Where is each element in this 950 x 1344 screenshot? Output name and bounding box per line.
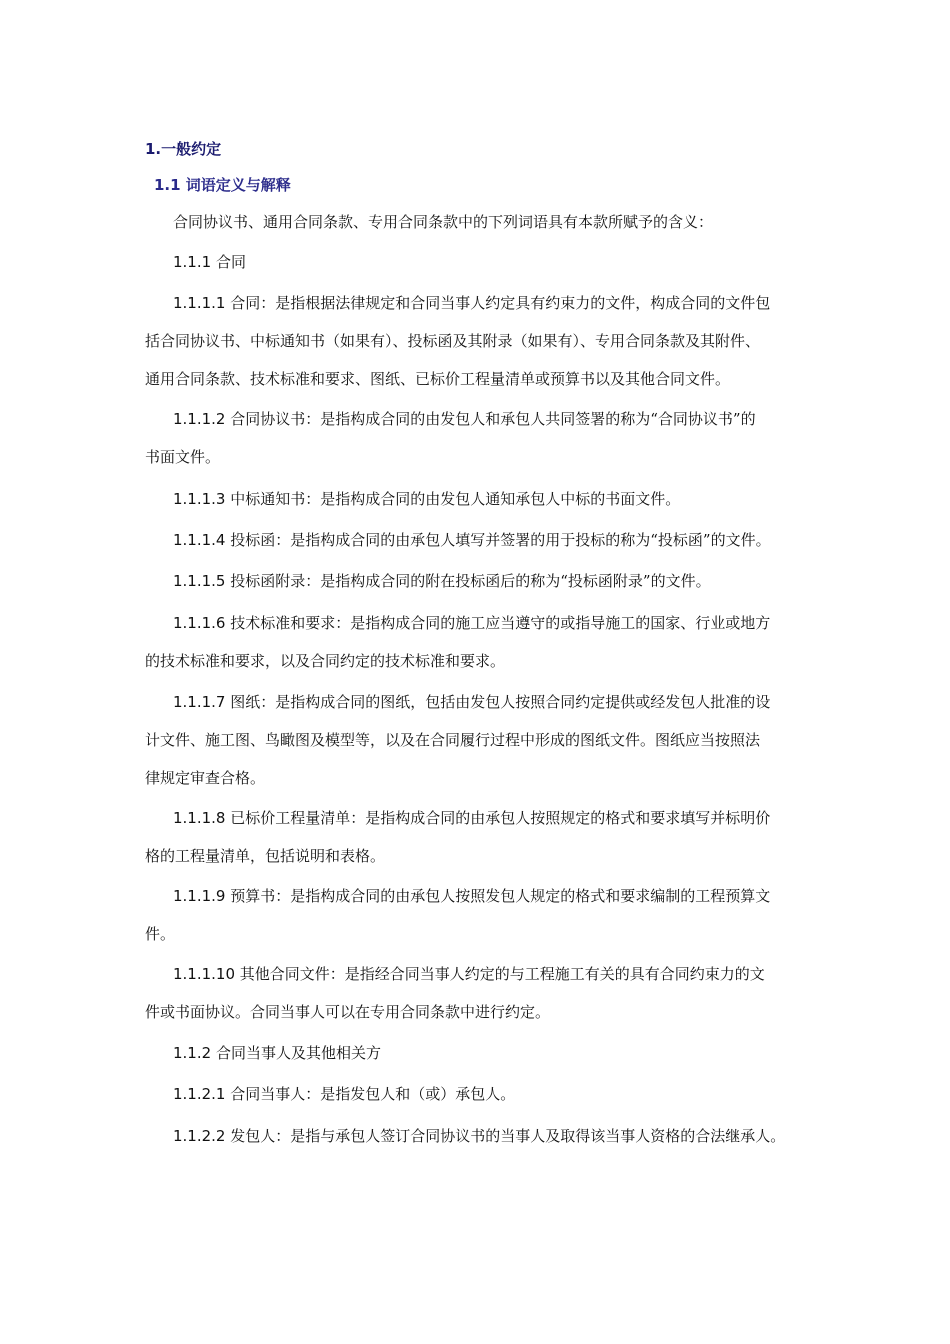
clause-number: 1.1.1.8 bbox=[173, 809, 226, 827]
clause-1-1-1-1 bbox=[145, 284, 820, 398]
intro-line: 合同协议书、通用合同条款、专用合同条款中的下列词语具有本款所赋予的含义： bbox=[173, 213, 714, 231]
clause-1-1-1-10 bbox=[145, 955, 820, 1031]
clause-1-1-1-2 bbox=[145, 400, 820, 476]
clause-number: 1.1.1.5 bbox=[173, 572, 226, 590]
clause-text: 投标函附录：是指构成合同的附在投标函后的称为“投标函附录”的文件。 bbox=[225, 572, 711, 590]
clause-text: 合同协议书：是指构成合同的由发包人和承包人共同签署的称为“合同协议书”的 bbox=[225, 410, 756, 428]
clause-text: 件。 bbox=[145, 925, 176, 943]
clause-text: 通用合同条款、技术标准和要求、图纸、已标价工程量清单或预算书以及其他合同文件。 bbox=[145, 370, 731, 388]
clause-1-1-1-6 bbox=[145, 604, 820, 680]
clause-text: 书面文件。 bbox=[145, 448, 221, 466]
clause-text: 合同当事人及其他相关方 bbox=[211, 1044, 381, 1062]
clause-1-1-2-1 bbox=[145, 1075, 820, 1113]
clause-text: 合同 bbox=[211, 253, 246, 271]
clause-text: 合同当事人：是指发包人和（或）承包人。 bbox=[225, 1085, 516, 1103]
clause-text: 件或书面协议。合同当事人可以在专用合同条款中进行约定。 bbox=[145, 1003, 551, 1021]
clause-text: 技术标准和要求：是指构成合同的施工应当遵守的或指导施工的国家、行业或地方 bbox=[225, 614, 771, 632]
clause-number: 1.1.1.6 bbox=[173, 614, 226, 632]
clause-text: 计文件、施工图、鸟瞰图及模型等，以及在合同履行过程中形成的图纸文件。图纸应当按照法 bbox=[145, 731, 761, 749]
clause-number: 1.1.1 bbox=[173, 253, 212, 271]
clause-1-1-1-9 bbox=[145, 877, 820, 953]
clause-text: 格的工程量清单，包括说明和表格。 bbox=[145, 847, 386, 865]
clause-text: 投标函：是指构成合同的由承包人填写并签署的用于投标的称为“投标函”的文件。 bbox=[225, 531, 771, 549]
clause-text: 的技术标准和要求，以及合同约定的技术标准和要求。 bbox=[145, 652, 506, 670]
clause-1-1-2 bbox=[145, 1034, 820, 1072]
heading-definitions: 1.1 词语定义与解释 bbox=[154, 176, 291, 194]
clause-text: 括合同协议书、中标通知书（如果有）、投标函及其附录（如果有）、专用合同条款及其附件、 bbox=[145, 332, 761, 350]
clause-number: 1.1.1.4 bbox=[173, 531, 226, 549]
clause-1-1-1-3 bbox=[145, 480, 820, 518]
clause-number: 1.1.2.1 bbox=[173, 1085, 226, 1103]
clause-text: 其他合同文件：是指经合同当事人约定的与工程施工有关的具有合同约束力的文 bbox=[235, 965, 765, 983]
clause-text: 发包人：是指与承包人签订合同协议书的当事人及取得该当事人资格的合法继承人。 bbox=[225, 1127, 786, 1145]
clause-1-1-2-2 bbox=[145, 1117, 820, 1155]
clause-text: 律规定审查合格。 bbox=[145, 769, 266, 787]
heading-general-provisions: 1.一般约定 bbox=[145, 140, 222, 158]
clause-number: 1.1.1.10 bbox=[173, 965, 236, 983]
clause-number: 1.1.1.1 bbox=[173, 294, 226, 312]
clause-text: 预算书：是指构成合同的由承包人按照发包人规定的格式和要求编制的工程预算文 bbox=[225, 887, 771, 905]
clause-text: 合同：是指根据法律规定和合同当事人约定具有约束力的文件，构成合同的文件包 bbox=[225, 294, 771, 312]
clause-1-1-1 bbox=[145, 243, 820, 281]
clause-number: 1.1.1.9 bbox=[173, 887, 226, 905]
clause-1-1-1-5 bbox=[145, 562, 820, 600]
clause-number: 1.1.1.7 bbox=[173, 693, 226, 711]
clause-1-1-1-4 bbox=[145, 521, 820, 559]
intro-paragraph bbox=[145, 203, 820, 241]
clause-text: 中标通知书：是指构成合同的由发包人通知承包人中标的书面文件。 bbox=[225, 490, 681, 508]
clause-number: 1.1.2.2 bbox=[173, 1127, 226, 1145]
clause-1-1-1-8 bbox=[145, 799, 820, 875]
clause-number: 1.1.1.3 bbox=[173, 490, 226, 508]
clause-1-1-1-7 bbox=[145, 683, 820, 797]
clause-text: 已标价工程量清单：是指构成合同的由承包人按照规定的格式和要求填写并标明价 bbox=[225, 809, 771, 827]
clause-number: 1.1.1.2 bbox=[173, 410, 226, 428]
clause-number: 1.1.2 bbox=[173, 1044, 212, 1062]
clause-text: 图纸：是指构成合同的图纸，包括由发包人按照合同约定提供或经发包人批准的设 bbox=[225, 693, 771, 711]
